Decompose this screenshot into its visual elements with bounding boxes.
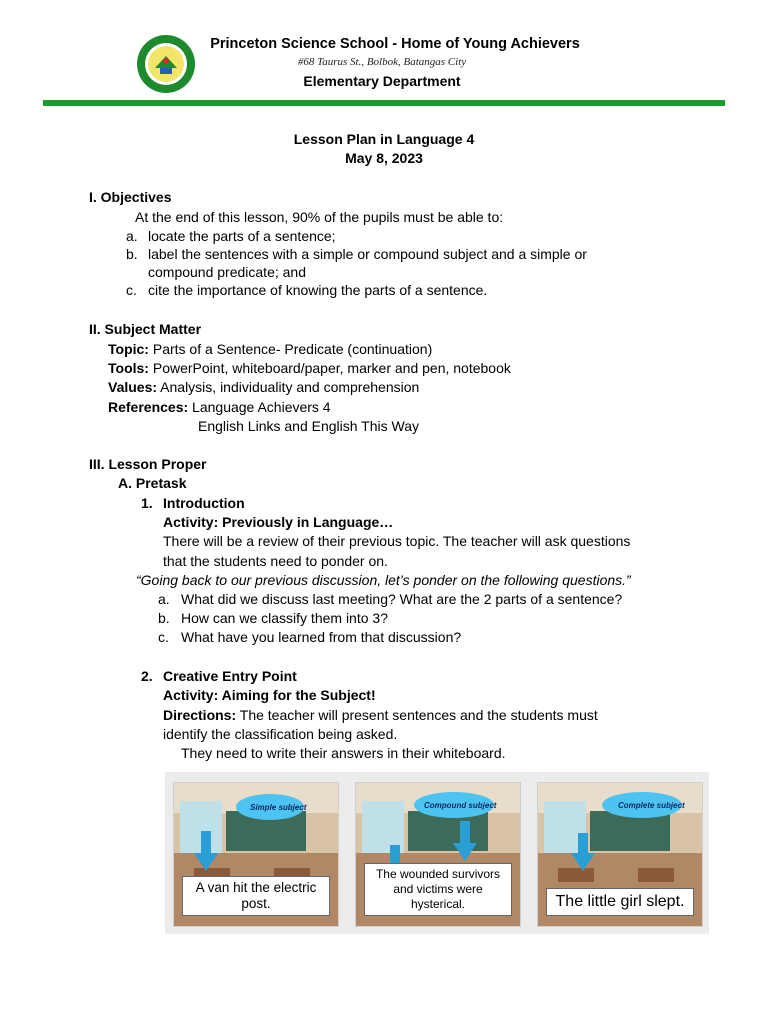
question-marker-a: a. bbox=[158, 591, 170, 607]
intro-title: Introduction bbox=[163, 495, 245, 511]
intro-activity: Activity: Previously in Language… bbox=[163, 514, 394, 530]
topic-line bbox=[108, 340, 432, 358]
references-label: References: bbox=[108, 399, 189, 415]
values-value: Analysis, individuality and comprehension bbox=[160, 379, 420, 395]
references-line bbox=[108, 398, 331, 416]
question-a: What did we discuss last meeting? What are the 2 parts of a sentence? bbox=[181, 591, 623, 607]
values-label: Values: bbox=[108, 379, 158, 395]
entry-directions-3: They need to write their answers in their whiteboard. bbox=[181, 745, 506, 761]
directions-text: The teacher will present sentences and the students must bbox=[239, 707, 598, 723]
school-seal-icon bbox=[136, 34, 196, 94]
lesson-date: May 8, 2023 bbox=[345, 150, 423, 166]
tools-value: PowerPoint, whiteboard/paper, marker and pen, notebook bbox=[152, 360, 511, 376]
topic-value: Parts of a Sentence- Predicate (continuation) bbox=[152, 341, 433, 357]
question-b: How can we classify them into 3? bbox=[181, 610, 388, 626]
objectives-intro: At the end of this lesson, 90% of the pupils must be able to: bbox=[135, 209, 504, 225]
department-name: Elementary Department bbox=[303, 73, 461, 89]
question-marker-c: c. bbox=[158, 629, 169, 645]
letterhead bbox=[0, 0, 768, 110]
lesson-proper-heading: III. Lesson Proper bbox=[89, 456, 207, 472]
question-c: What have you learned from that discussion? bbox=[181, 629, 462, 645]
entry-directions-2: identify the classification being asked. bbox=[163, 726, 398, 742]
objective-a: locate the parts of a sentence; bbox=[148, 228, 336, 244]
subject-matter-heading: II. Subject Matter bbox=[89, 321, 202, 337]
objective-b: label the sentences with a simple or compound subject and a simple or bbox=[148, 246, 587, 262]
directions-label: Directions: bbox=[163, 707, 237, 723]
values-line bbox=[108, 378, 419, 396]
slide-2-label: Compound subject bbox=[424, 801, 497, 810]
entry-directions-1 bbox=[163, 706, 598, 724]
slide-complete-subject bbox=[537, 782, 703, 927]
slide-1-sentence: A van hit the electric post. bbox=[182, 876, 330, 916]
tools-line bbox=[108, 359, 511, 377]
intro-quote: “Going back to our previous discussion, let’s ponder on the following questions.” bbox=[136, 572, 631, 588]
pretask-heading: A. Pretask bbox=[118, 475, 187, 491]
intro-number: 1. bbox=[141, 495, 153, 511]
slide-2-sentence: The wounded survivors and victims were hysterical. bbox=[364, 863, 512, 916]
objectives-heading: I. Objectives bbox=[89, 189, 172, 205]
slide-3-sentence: The little girl slept. bbox=[546, 888, 694, 916]
reference-2: English Links and English This Way bbox=[198, 418, 419, 434]
slide-compound-subject bbox=[355, 782, 521, 927]
reference-1: Language Achievers 4 bbox=[192, 399, 331, 415]
slide-simple-subject bbox=[173, 782, 339, 927]
slide-3-label: Complete subject bbox=[618, 801, 685, 810]
objective-marker-c: c. bbox=[126, 282, 137, 298]
topic-label: Topic: bbox=[108, 341, 149, 357]
entry-activity: Activity: Aiming for the Subject! bbox=[163, 687, 376, 703]
school-name: Princeton Science School - Home of Young Achievers bbox=[210, 36, 580, 52]
lesson-title: Lesson Plan in Language 4 bbox=[293, 131, 475, 147]
entry-title: Creative Entry Point bbox=[163, 668, 297, 684]
intro-desc-2: that the students need to ponder on. bbox=[163, 553, 388, 569]
question-marker-b: b. bbox=[158, 610, 170, 626]
school-address: #68 Taurus St., Bolbok, Batangas City bbox=[297, 56, 467, 68]
objective-b-cont: compound predicate; and bbox=[148, 264, 306, 280]
slide-1-label: Simple subject bbox=[250, 803, 307, 812]
objective-marker-a: a. bbox=[126, 228, 138, 244]
header-divider bbox=[43, 100, 725, 106]
entry-number: 2. bbox=[141, 668, 153, 684]
tools-label: Tools: bbox=[108, 360, 149, 376]
intro-desc-1: There will be a review of their previous topic. The teacher will ask questions bbox=[163, 533, 631, 549]
objective-c: cite the importance of knowing the parts of a sentence. bbox=[148, 282, 488, 298]
slide-thumbnails bbox=[165, 772, 709, 934]
objective-marker-b: b. bbox=[126, 246, 138, 262]
